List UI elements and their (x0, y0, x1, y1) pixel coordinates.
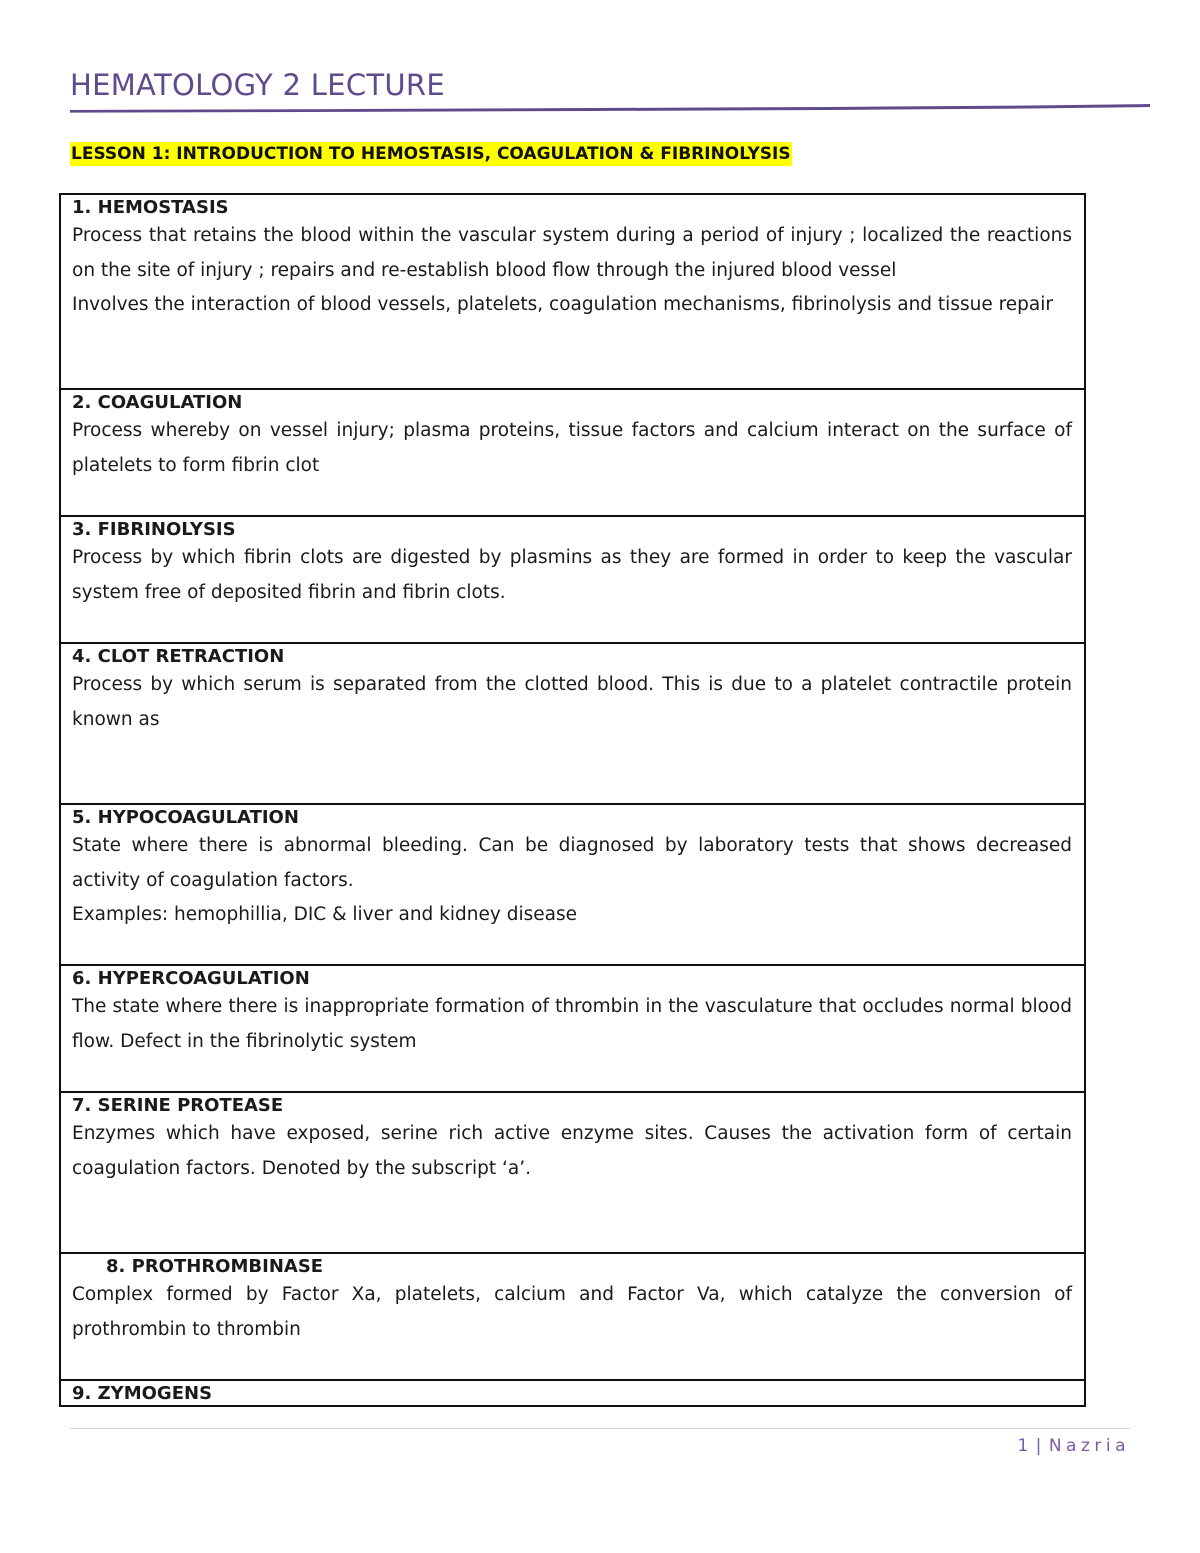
footer-author: Nazria (1048, 1436, 1130, 1456)
definition-cell-fibrinolysis (60, 516, 1085, 643)
term-label: 4. CLOT RETRACTION (72, 646, 285, 667)
term-label: 8. PROTHROMBINASE (106, 1256, 324, 1277)
term-description: Complex formed by Factor Xa, platelets, calcium and Factor Va, which catalyze the conversion of prothrombin to thrombin (72, 1284, 1072, 1340)
term-description: The state where there is inappropriate formation of thrombin in the vasculature that occludes normal blood flow. Defect in the fibrinolytic system (72, 996, 1072, 1052)
table-row (60, 1253, 1085, 1380)
term-label: 2. COAGULATION (72, 392, 243, 413)
term-description: Examples: hemophillia, DIC & liver and kidney disease (72, 904, 577, 925)
table-row (60, 389, 1085, 516)
footer-separator: | (1035, 1436, 1042, 1456)
table-row (60, 516, 1085, 643)
lesson-heading: LESSON 1: INTRODUCTION TO HEMOSTASIS, COAGULATION & FIBRINOLYSIS (71, 144, 791, 164)
term-label: 3. FIBRINOLYSIS (72, 519, 236, 540)
page-number: 1 (1017, 1436, 1029, 1456)
title-underline-stroke (70, 104, 1150, 113)
definitions-table (59, 193, 1086, 1407)
term-description: Process by which fibrin clots are digested by plasmins as they are formed in order to keep the vascular system free of deposited fibrin and fibrin clots. (72, 547, 1072, 603)
definition-cell-hemostasis (60, 194, 1085, 389)
term-description: State where there is abnormal bleeding. Can be diagnosed by laboratory tests that shows decreased activity of coagulation factors. (72, 835, 1072, 891)
table-row (60, 1380, 1085, 1406)
definition-cell-hypercoagulation (60, 965, 1085, 1092)
term-label: 9. ZYMOGENS (72, 1383, 213, 1404)
definition-cell-prothrombinase (60, 1253, 1085, 1380)
definition-cell-clot-retraction (60, 643, 1085, 804)
table-row (60, 194, 1085, 389)
definition-cell-hypocoagulation (60, 804, 1085, 965)
term-label: 6. HYPERCOAGULATION (72, 968, 310, 989)
table-row (60, 643, 1085, 804)
title-underline (70, 100, 1150, 116)
term-description: Process whereby on vessel injury; plasma proteins, tissue factors and calcium interact on the surface of platelets to form fibrin clot (72, 420, 1072, 476)
document-title: HEMATOLOGY 2 LECTURE (70, 68, 445, 102)
term-description: Involves the interaction of blood vessels, platelets, coagulation mechanisms, fibrinolysis and tissue repair (72, 294, 1053, 315)
page-footer (1017, 1436, 1130, 1456)
term-label: 5. HYPOCOAGULATION (72, 807, 299, 828)
definition-cell-serine-protease (60, 1092, 1085, 1253)
term-description: Process that retains the blood within the vascular system during a period of injury ; localized the reactions on the site of injury ; repairs and re-establish blood flow through the injured blood vessel (72, 225, 1072, 281)
definition-cell-zymogens (60, 1380, 1085, 1406)
term-label: 1. HEMOSTASIS (72, 197, 229, 218)
term-description: Enzymes which have exposed, serine rich active enzyme sites. Causes the activation form of certain coagulation factors. Denoted by the subscript ‘a’. (72, 1123, 1072, 1179)
term-description: Process by which serum is separated from the clotted blood. This is due to a platelet contractile protein known as (72, 674, 1072, 730)
term-label: 7. SERINE PROTEASE (72, 1095, 284, 1116)
table-row (60, 1092, 1085, 1253)
table-row (60, 804, 1085, 965)
definition-cell-coagulation (60, 389, 1085, 516)
footer-divider (70, 1428, 1130, 1429)
table-row (60, 965, 1085, 1092)
